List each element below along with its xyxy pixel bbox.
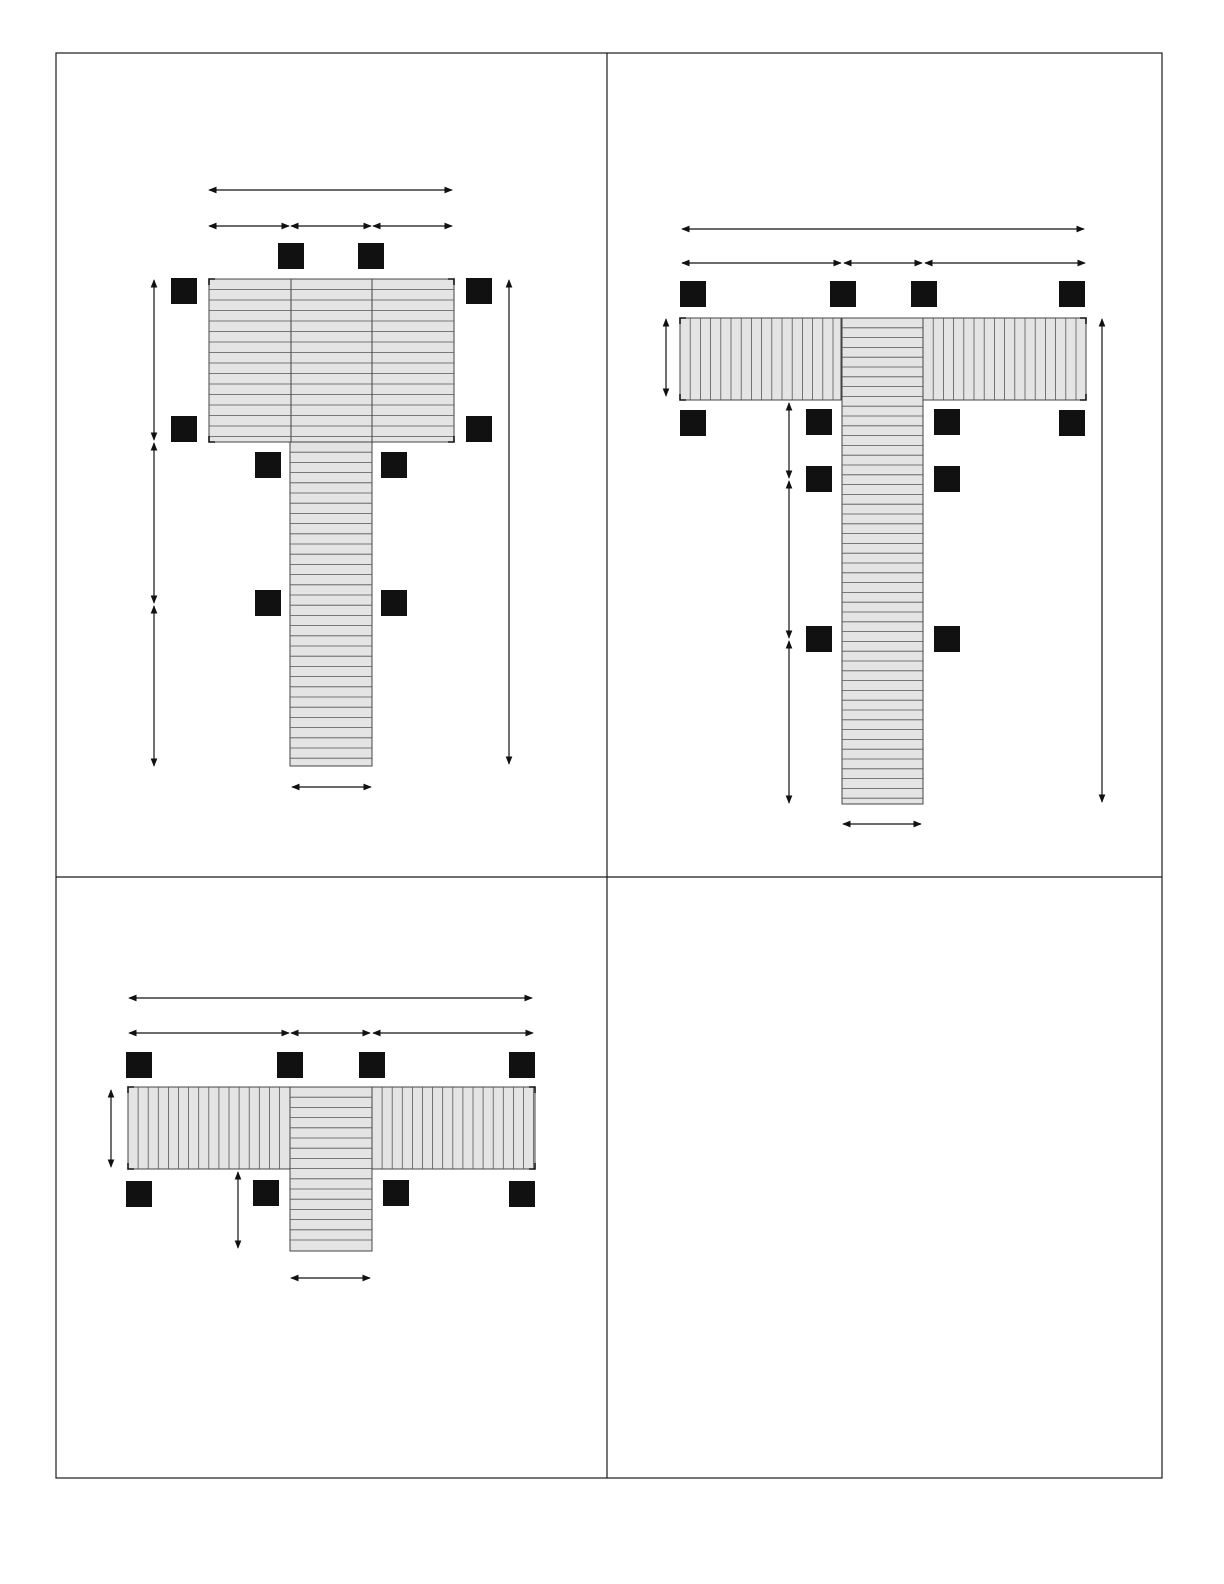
piling-post: [126, 1052, 152, 1078]
panel-grid: [56, 53, 1162, 1478]
piling-post: [509, 1052, 535, 1078]
panel-c-dock-layout: [111, 998, 535, 1278]
deck-section: [291, 279, 372, 442]
piling-post: [383, 1180, 409, 1206]
piling-post: [934, 466, 960, 492]
piling-post: [806, 626, 832, 652]
deck-section: [290, 442, 372, 766]
piling-post: [466, 416, 492, 442]
piling-post: [911, 281, 937, 307]
piling-post: [126, 1181, 152, 1207]
piling-post: [1059, 410, 1085, 436]
panel-b-dock-layout: [666, 229, 1102, 824]
piling-post: [358, 243, 384, 269]
deck-section: [128, 1087, 290, 1169]
piling-post: [171, 416, 197, 442]
piling-post: [381, 452, 407, 478]
deck-surface: [842, 318, 923, 804]
piling-post: [466, 278, 492, 304]
piling-post: [830, 281, 856, 307]
piling-post: [680, 281, 706, 307]
deck-surface: [680, 318, 841, 400]
piling-post: [934, 626, 960, 652]
deck-surface: [372, 1087, 535, 1169]
panel-a-dock-layout: [154, 190, 509, 787]
deck-section: [372, 279, 454, 442]
deck-section: [680, 318, 841, 400]
piling-post: [806, 409, 832, 435]
deck-section: [290, 1087, 372, 1251]
outer-frame: [56, 53, 1162, 1478]
piling-post: [255, 590, 281, 616]
piling-post: [253, 1180, 279, 1206]
deck-section: [923, 318, 1086, 400]
deck-section: [842, 318, 923, 804]
deck-section: [209, 279, 291, 442]
piling-post: [509, 1181, 535, 1207]
deck-surface: [372, 279, 454, 442]
deck-section: [372, 1087, 535, 1169]
piling-post: [171, 278, 197, 304]
piling-post: [934, 409, 960, 435]
piling-post: [680, 410, 706, 436]
piling-post: [806, 466, 832, 492]
piling-post: [359, 1052, 385, 1078]
piling-post: [1059, 281, 1085, 307]
deck-surface: [209, 279, 291, 442]
deck-surface: [291, 279, 372, 442]
piling-post: [255, 452, 281, 478]
piling-post: [381, 590, 407, 616]
piling-post: [277, 1052, 303, 1078]
piling-post: [278, 243, 304, 269]
